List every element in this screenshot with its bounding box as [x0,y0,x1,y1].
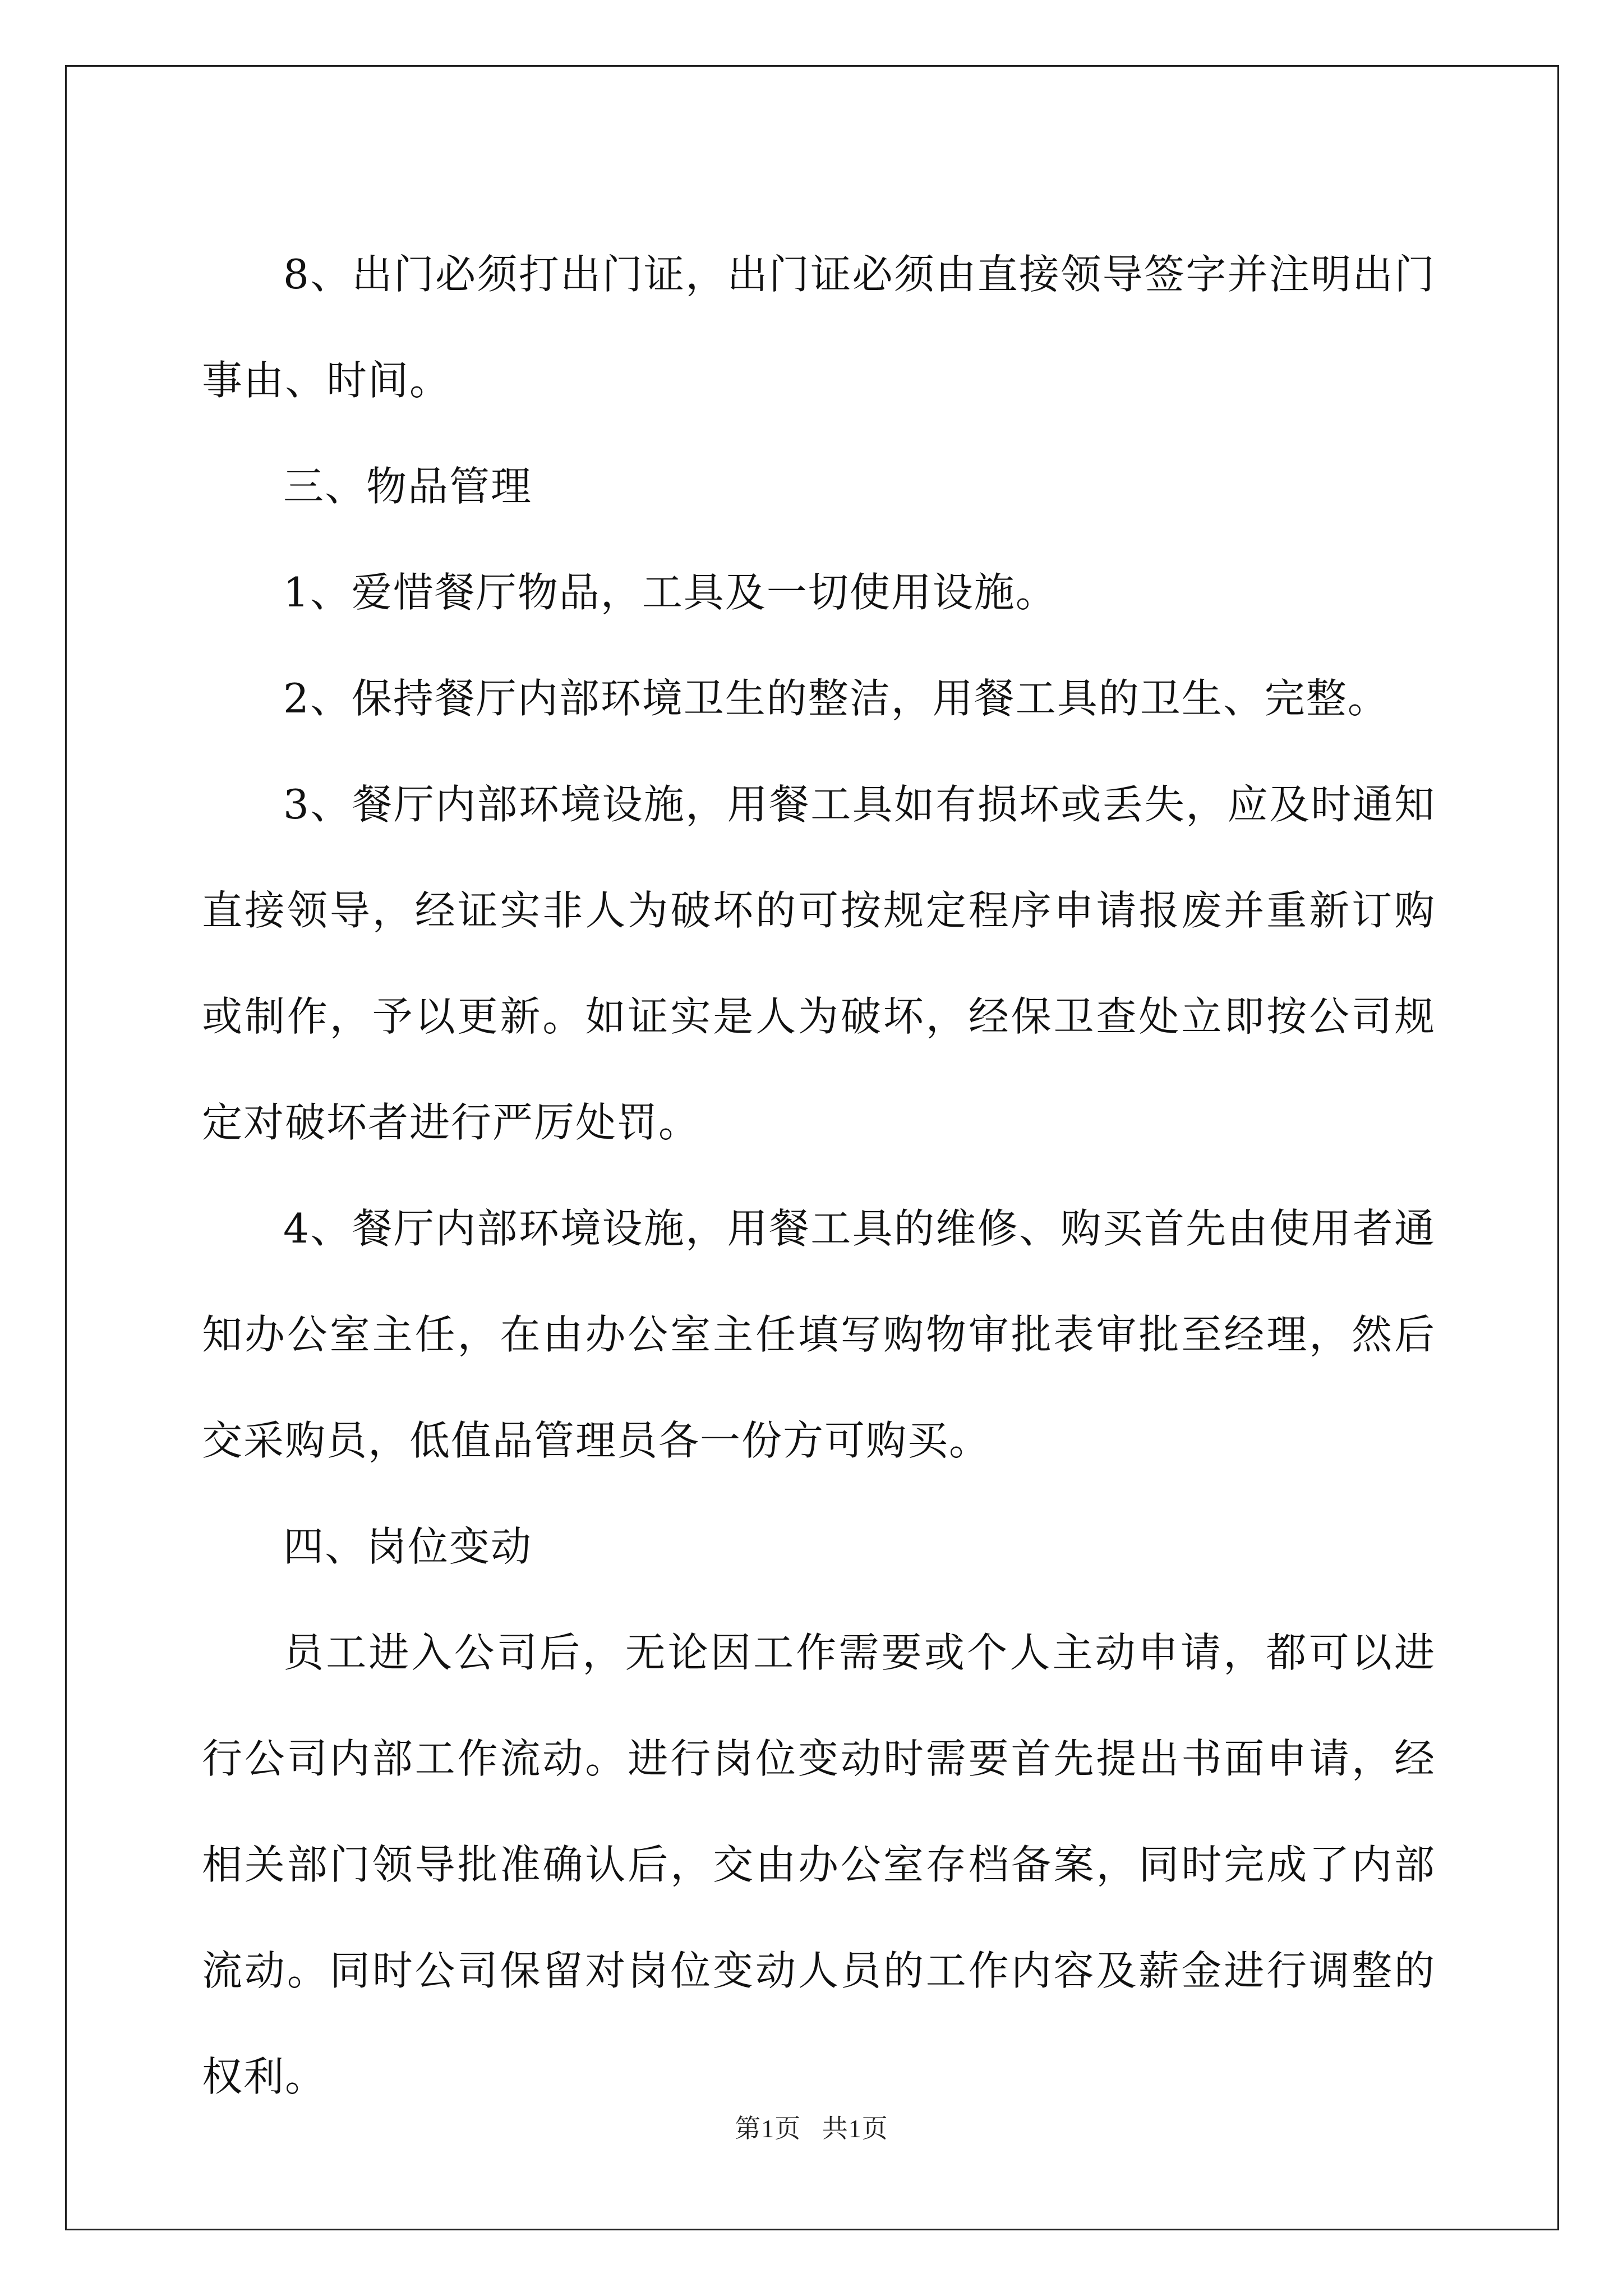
paragraph-internal-transfer: 员工进入公司后，无论因工作需要或个人主动申请，都可以进行公司内部工作流动。进行岗位变动时需要首先提出书面申请，经相关部门领导批准确认后，交由办公室存档备案，同时完成了内部流动。同时公司保留对岗位变动人员的工作内容及薪金进行调整的权利。 [202,1629,1436,2100]
section-heading-goods-management: 三、物品管理 [283,463,533,510]
document-body [202,222,1436,2130]
paragraph-exit-permit: 8、出门必须打出门证，出门证必须由直接领导签字并注明出门事由、时间。 [202,251,1436,404]
section-heading-position-change: 四、岗位变动 [283,1523,533,1570]
page-total: 共1页 [822,2114,888,2143]
paragraph-care-items: 1、爱惜餐厅物品，工具及一切使用设施。 [283,569,1057,616]
paragraph-repair-purchase: 4、餐厅内部环境设施，用餐工具的维修、购买首先由使用者通知办公室主任，在由办公室主任填写购物审批表审批至经理，然后交采购员，低值品管理员各一份方可购买。 [202,1205,1436,1464]
page-number: 第1页 [735,2114,801,2143]
page-footer [0,2108,1623,2145]
paragraph-hygiene: 2、保持餐厅内部环境卫生的整洁，用餐工具的卫生、完整。 [283,675,1389,722]
paragraph-damage-loss: 3、餐厅内部环境设施，用餐工具如有损坏或丢失，应及时通知直接领导，经证实非人为破坏的可按规定程序申请报废并重新订购或制作，予以更新。如证实是人为破坏，经保卫查处立即按公司规定对破坏者进行严厉处罚。 [202,781,1436,1146]
